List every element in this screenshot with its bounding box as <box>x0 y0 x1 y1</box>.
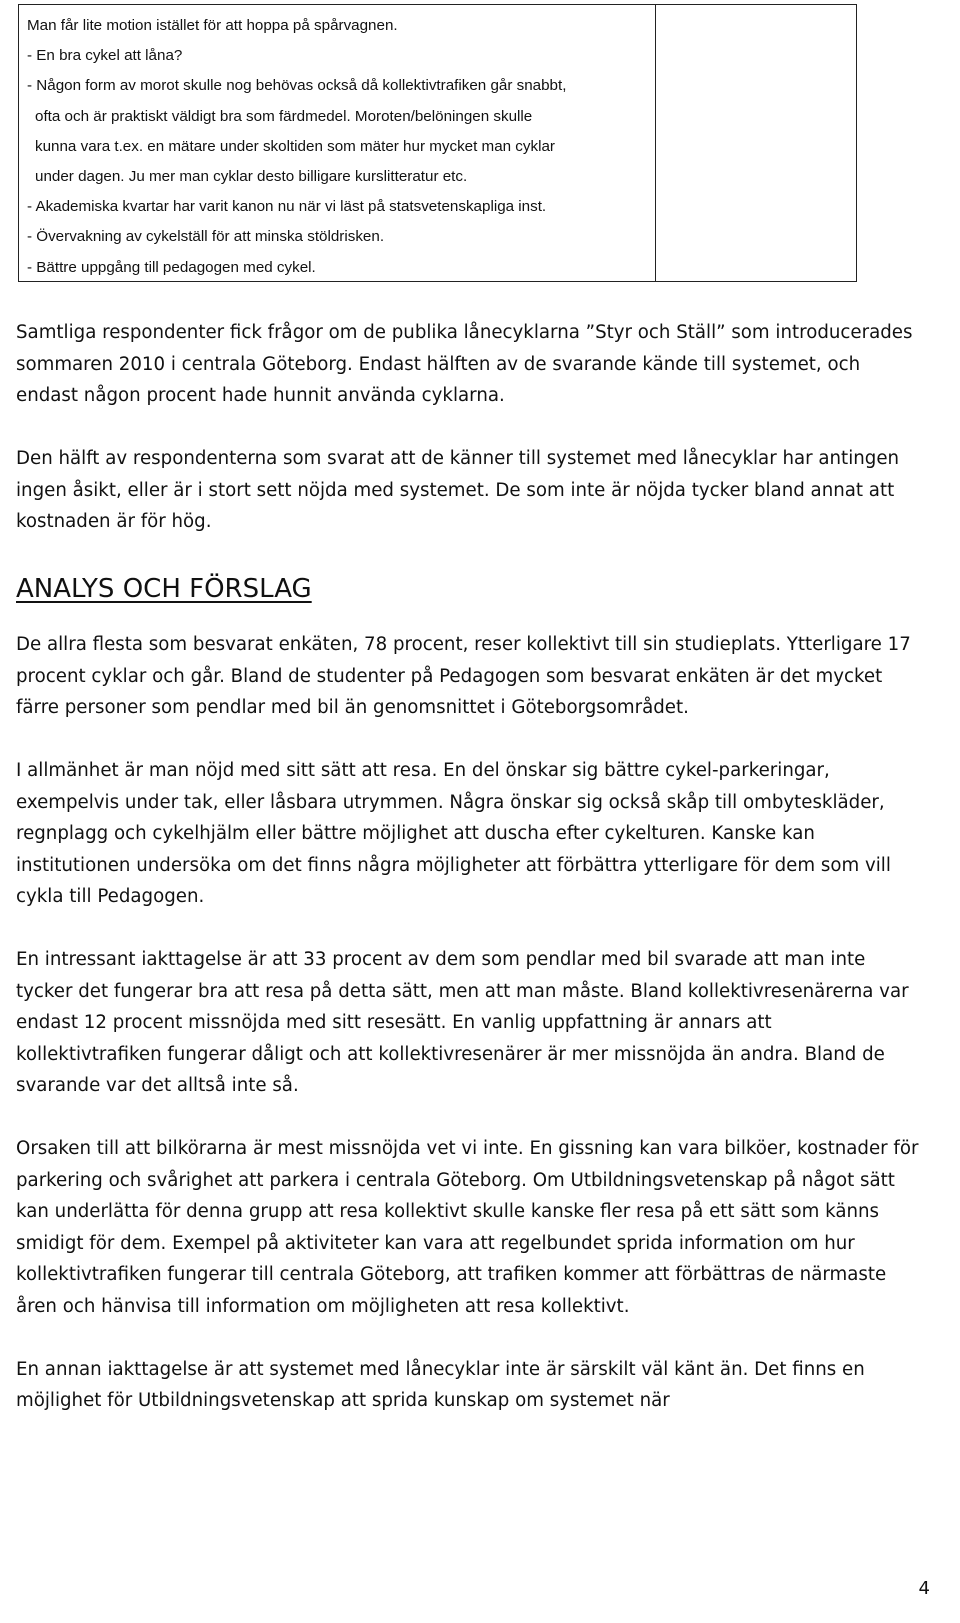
paragraph-car-drivers: Orsaken till att bilkörarna är mest missnöjda vet vi inte. En gissning kan vara bilköer, kostnader för parkering och svårighet att parkera i centrala Göteborg. Om Utbildningsvetenskap på något sätt kan underlätta för denna grupp att resa kollektivt skulle kanske fler resa på ett sätt som känns smidigt för dem. Exempel på aktiviteter kan vara att regelbundet sprida information om hur kollektivtrafiken fungerar till centrala Göteborg, att trafiken kommer att förbättras de närmaste åren och hänvisa till information om möjligheten att resa kollektivt. <box>16 1138 919 1317</box>
table-column-divider <box>655 5 656 281</box>
paragraph-satisfaction: I allmänhet är man nöjd med sitt sätt att resa. En del önskar sig bättre cykel-parkeringar, exempelvis under tak, eller låsbara utrymmen. Några önskar sig också skåp till ombyteskläder, regnplagg och cykelhjälm eller bättre möjlighet att duscha efter cykelturen. Kanske kan institutionen undersöka om det finns några möjligheter att förbättra ytterligare för dem som vill cykla till Pedagogen. <box>16 760 891 907</box>
comment-line: - Övervakning av cykelställ för att minska stöldrisken. <box>27 228 385 246</box>
section-heading: ANALYS OCH FÖRSLAG <box>16 574 312 604</box>
comment-line: Man får lite motion istället för att hoppa på spårvagnen. <box>27 17 398 34</box>
paragraph-styr-och-stall: Samtliga respondenter fick frågor om de publika lånecyklarna ”Styr och Ställ” som introducerades sommaren 2010 i centrala Göteborg. Endast hälften av de svarande kände till systemet, och endast någon procent hade hunnit använda cyklarna. <box>16 322 913 406</box>
comment-line: under dagen. Ju mer man cyklar desto billigare kurslitteratur etc. <box>35 168 468 186</box>
comment-line: - En bra cykel att låna? <box>27 47 183 65</box>
paragraph-bike-system: En annan iakttagelse är att systemet med lånecyklar inte är särskilt väl känt än. Det finns en möjlighet för Utbildningsvetenskap att sprida kunskap om systemet när <box>16 1358 865 1411</box>
page-number: 4 <box>918 1578 930 1599</box>
paragraph-observation: En intressant iakttagelse är att 33 procent av dem som pendlar med bil svarade att man inte tycker det fungerar bra att resa på detta sätt, men att man måste. Bland kollektivresenärerna var endast 12 procent missnöjda med sitt resesätt. En vanlig uppfattning är annars att kollektivtrafiken fungerar dåligt och att kollektivresenärer är mer missnöjda än andra. Bland de svarande var det alltså inte så. <box>16 949 909 1096</box>
comment-line: - Bättre uppgång till pedagogen med cykel. <box>27 258 316 276</box>
paragraph-opinions: Den hälft av respondenterna som svarat att de känner till systemet med lånecyklar har antingen ingen åsikt, eller är i stort sett nöjda med systemet. De som inte är nöjda tycker bland annat att kostnaden är för hög. <box>16 448 900 532</box>
comment-line: - Akademiska kvartar har varit kanon nu när vi läst på statsvetenskapliga inst. <box>27 198 547 216</box>
comment-line: ofta och är praktiskt väldigt bra som färdmedel. Moroten/belöningen skulle <box>35 107 533 125</box>
paragraph-travel-modes: De allra flesta som besvarat enkäten, 78 procent, reser kollektivt till sin studieplats. Ytterligare 17 procent cyklar och går. Bland de studenter på Pedagogen som besvarat enkäten är det mycket färre personer som pendlar med bil än genomsnittet i Göteborgsområdet. <box>16 634 911 718</box>
document-body <box>16 317 921 1448</box>
comment-line: - Någon form av morot skulle nog behövas också då kollektivtrafiken går snabbt, <box>27 77 567 95</box>
comments-table <box>18 4 857 282</box>
comment-line: kunna vara t.ex. en mätare under skoltiden som mäter hur mycket man cyklar <box>35 137 555 155</box>
table-cell-comments <box>27 11 647 283</box>
